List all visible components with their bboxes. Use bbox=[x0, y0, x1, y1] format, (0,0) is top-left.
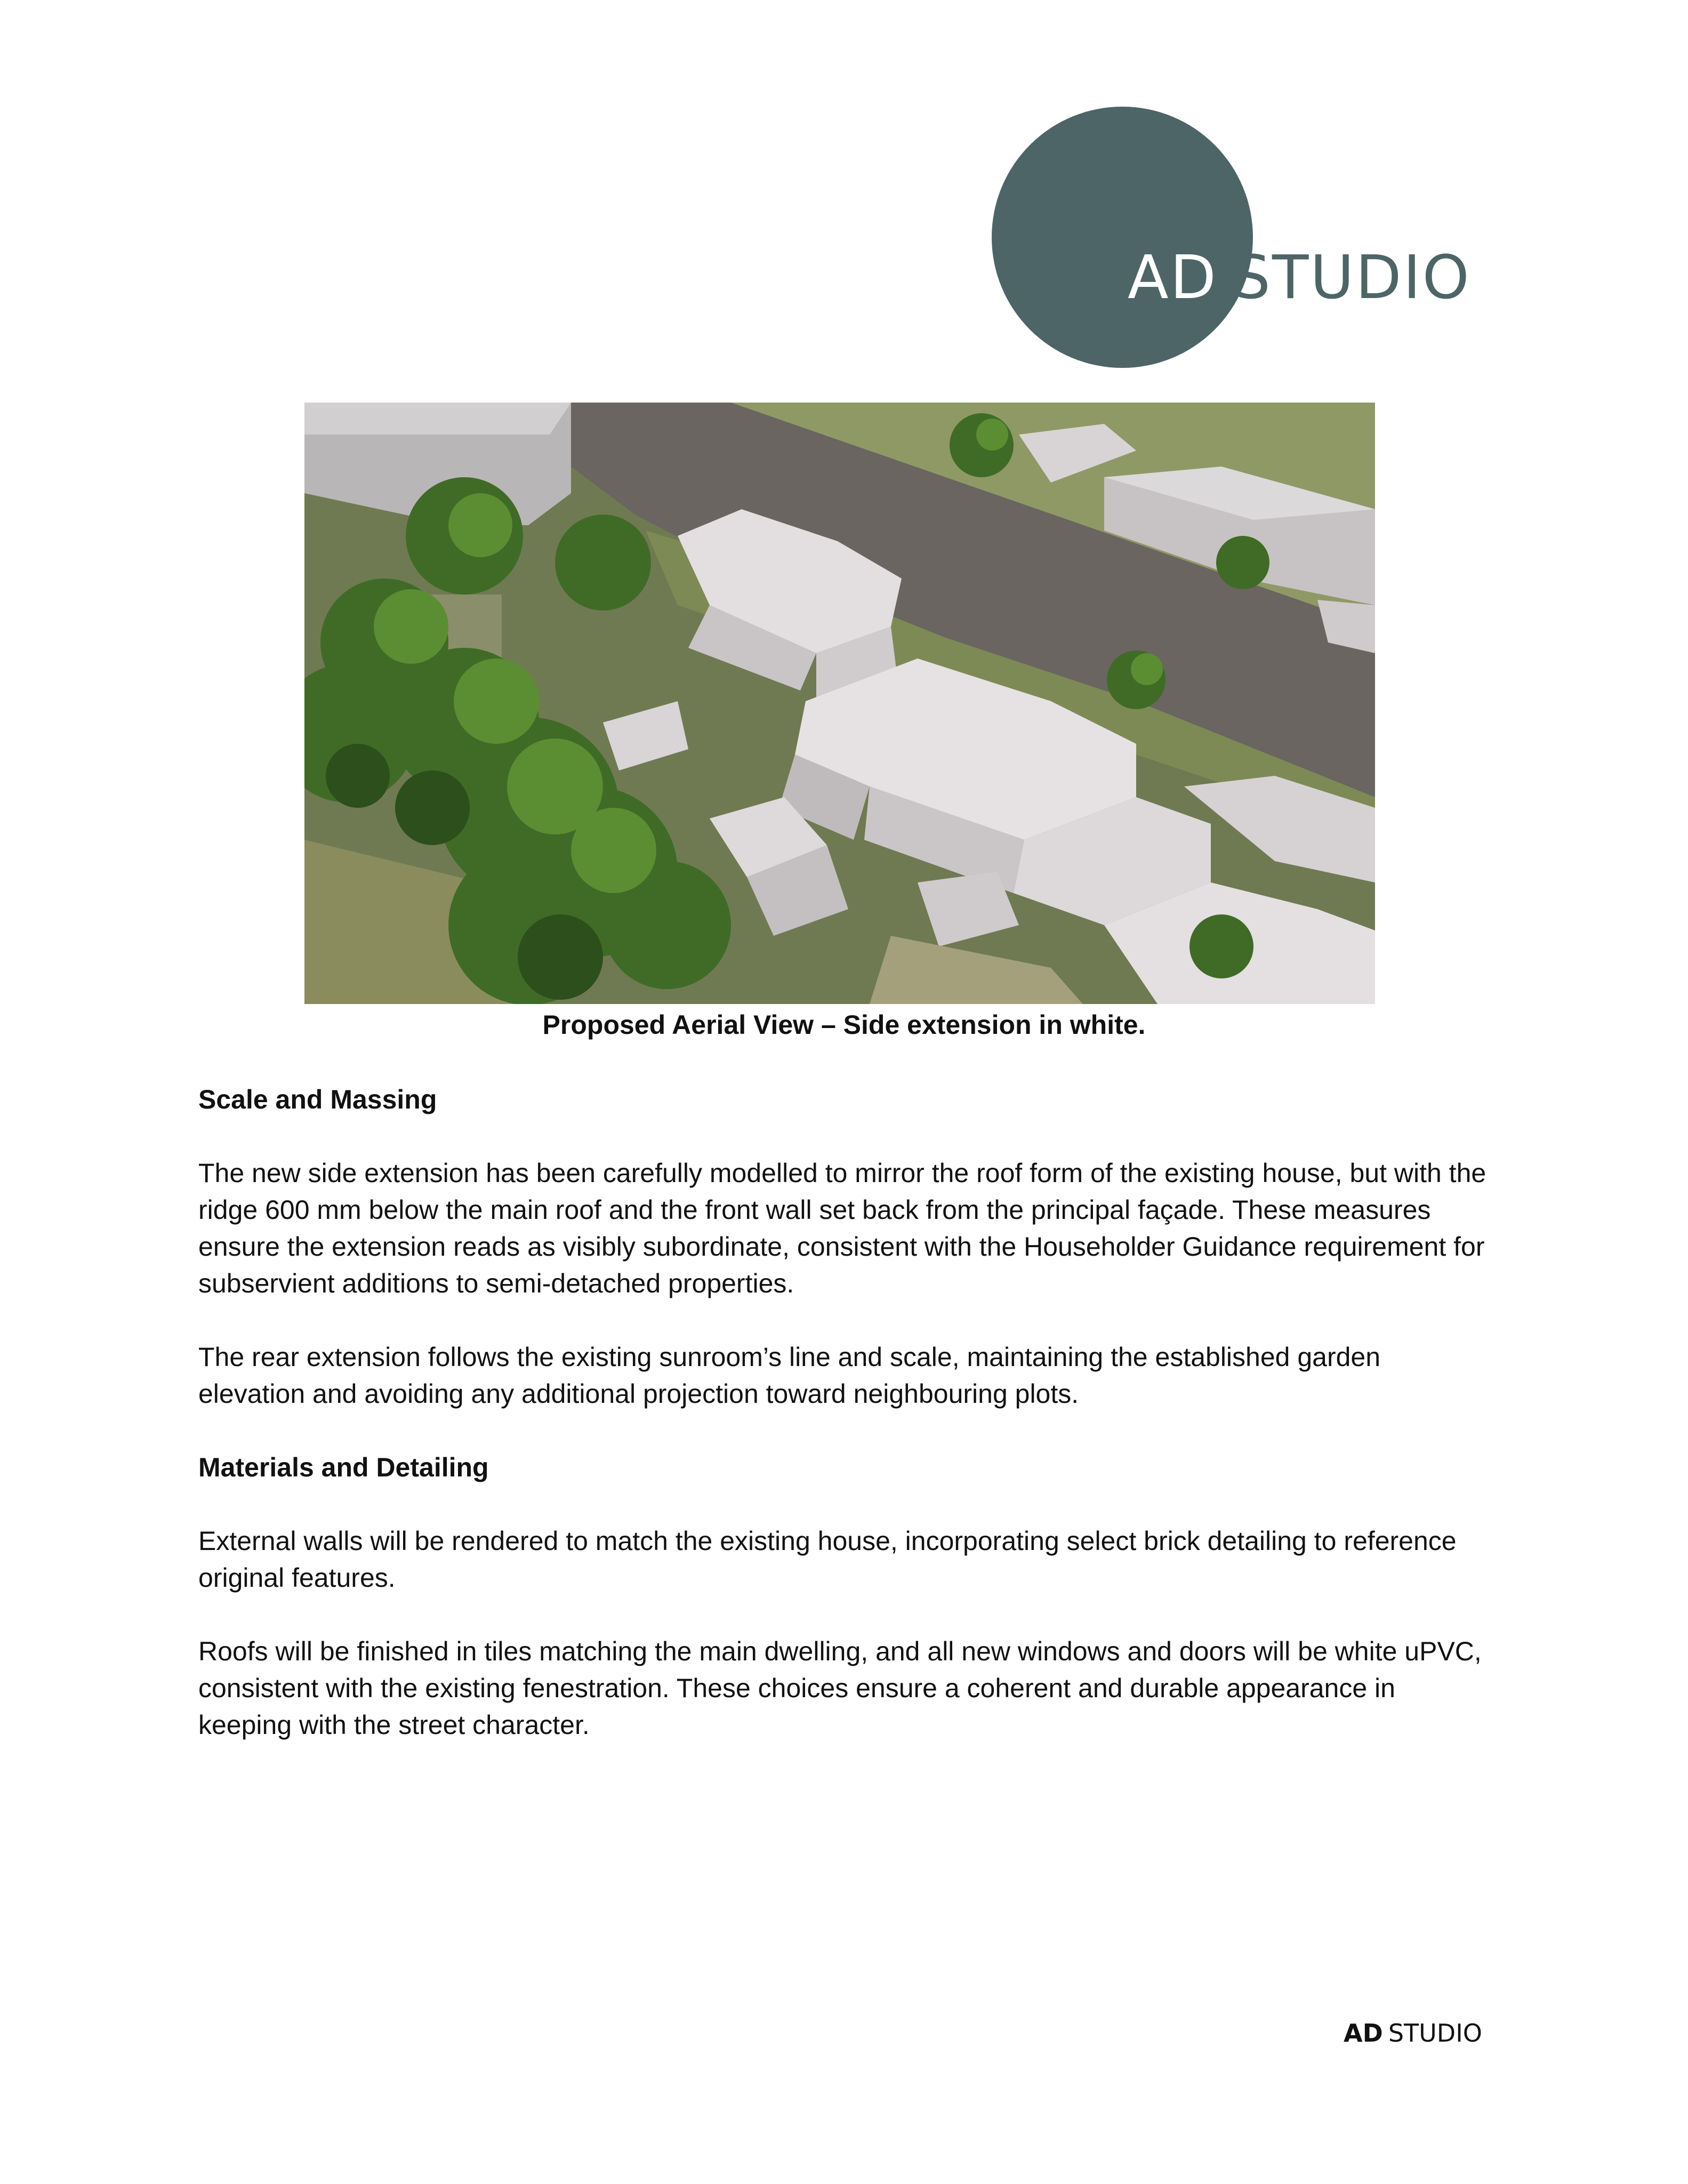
paragraph-roofs-windows: Roofs will be finished in tiles matching the main dwelling, and all new windows and doors will be white uPVC, consistent with the existing fenestration. These choices ensure a coherent and durable appearance in keeping with the street character. bbox=[198, 1636, 1482, 1740]
footer-brand bbox=[1344, 2019, 1482, 2048]
studio-logo bbox=[992, 107, 1493, 368]
logo-ad-text: AD bbox=[1128, 243, 1218, 312]
paragraph-rear-extension: The rear extension follows the existing sunroom’s line and scale, maintaining the established garden elevation and avoiding any additional projection toward neighbouring plots. bbox=[198, 1342, 1381, 1409]
figure-caption: Proposed Aerial View – Side extension in white. bbox=[542, 1010, 1146, 1040]
logo-studio-text: STUDIO bbox=[1232, 243, 1471, 312]
footer-studio-text: STUDIO bbox=[1388, 2019, 1482, 2048]
logo-wordmark bbox=[1128, 243, 1471, 312]
paragraph-external-walls: External walls will be rendered to match the existing house, incorporating select brick detailing to reference original features. bbox=[198, 1526, 1457, 1593]
section-heading-scale-massing: Scale and Massing bbox=[198, 1085, 437, 1114]
aerial-view-render bbox=[304, 403, 1375, 1004]
document-body bbox=[198, 1081, 1494, 1780]
logo-circle bbox=[992, 107, 1253, 368]
paragraph-side-extension: The new side extension has been carefully modelled to mirror the roof form of the existing house, but with the ridge 600 mm below the main roof and the front wall set back from the principal façade. These measures ensure the extension reads as visibly subordinate, consistent with the Householder Guidance requirement for subservient additions to semi-detached properties. bbox=[198, 1158, 1486, 1298]
footer-ad-text: AD bbox=[1344, 2019, 1383, 2048]
aerial-view-illustration bbox=[304, 403, 1375, 1004]
section-heading-materials-detailing: Materials and Detailing bbox=[198, 1452, 489, 1482]
